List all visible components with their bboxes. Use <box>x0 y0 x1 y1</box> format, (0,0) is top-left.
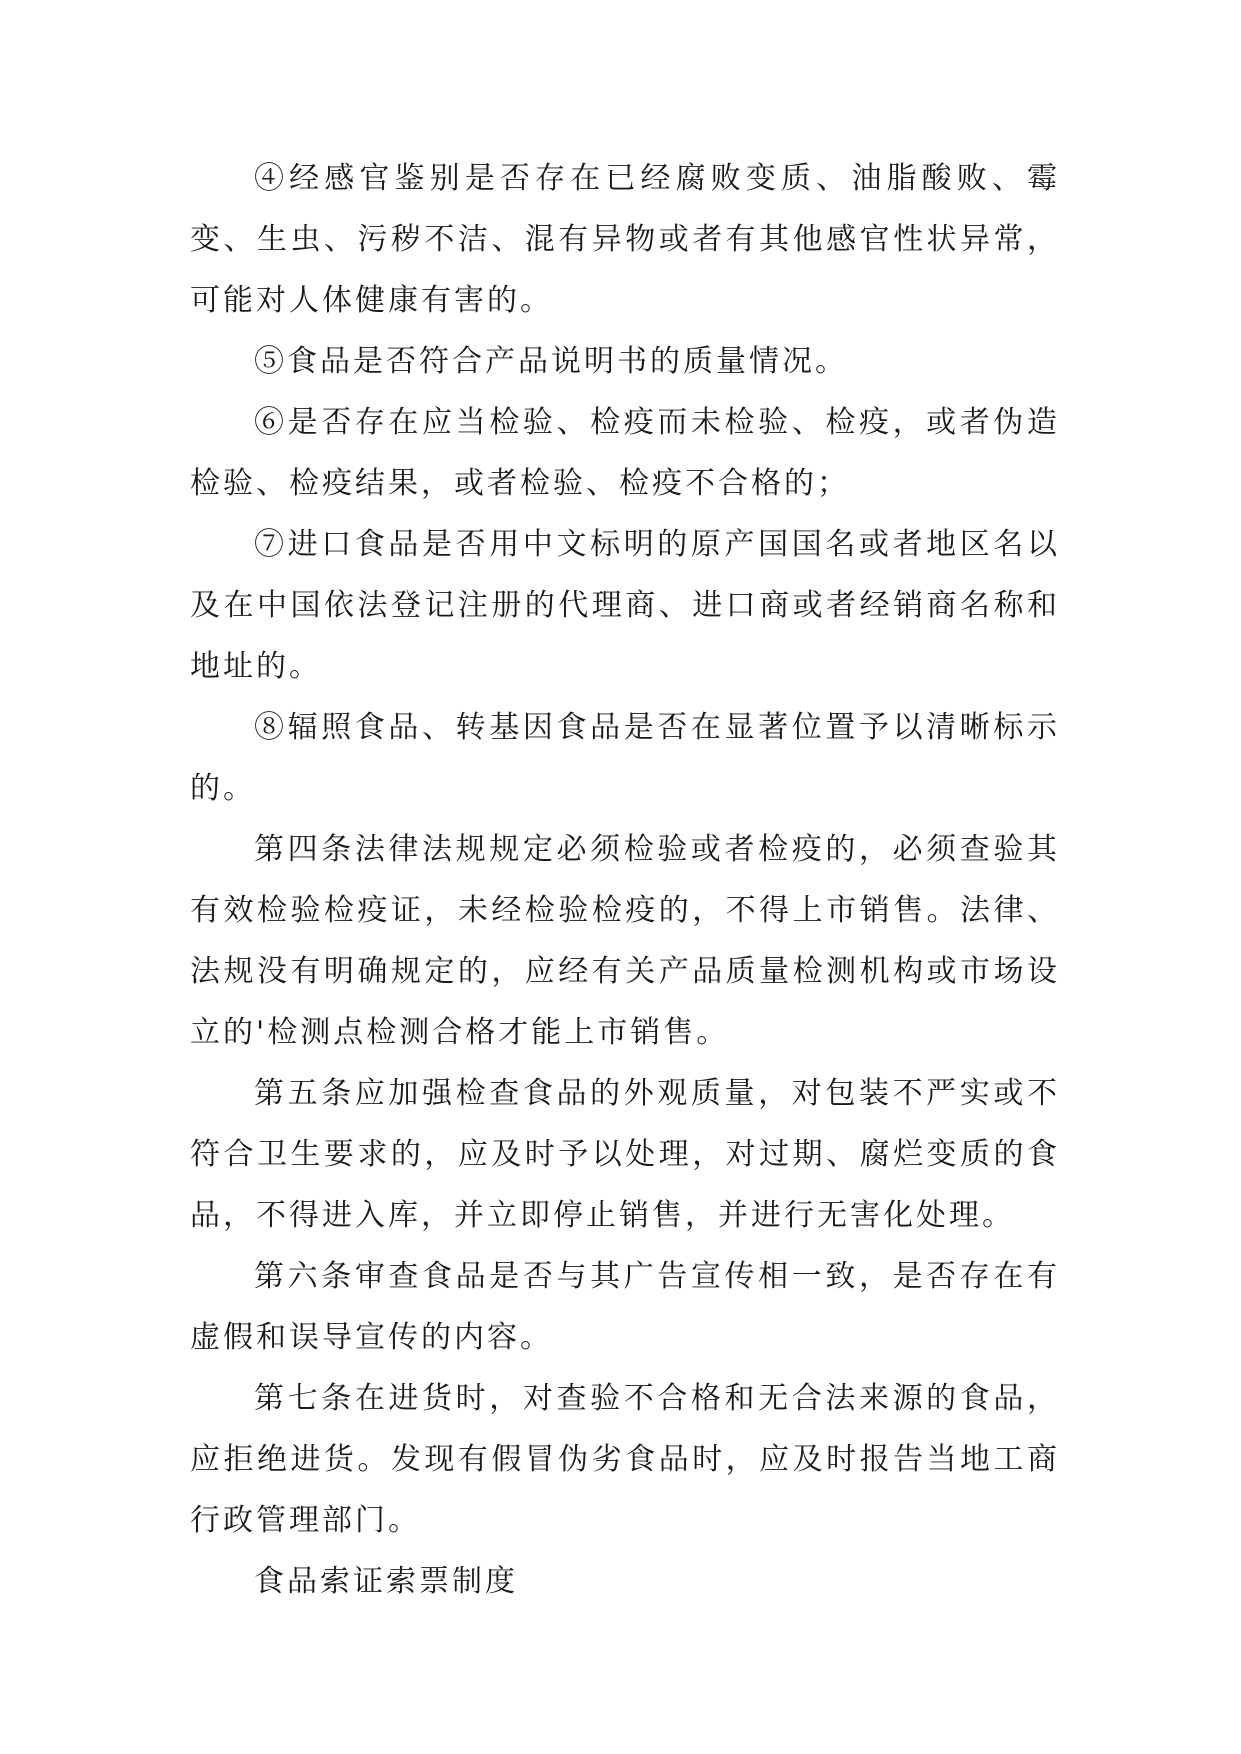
paragraph-item-7-imported-food: ⑦进口食品是否用中文标明的原产国国名或者地区名以及在中国依法登记注册的代理商、进口商或者经销商名称和地址的。 <box>190 527 1060 684</box>
paragraph-item-4-sensory-check: ④经感官鉴别是否存在已经腐败变质、油脂酸败、霉变、生虫、污秽不洁、混有异物或者有其他感官性状异常，可能对人体健康有害的。 <box>190 161 1060 318</box>
section-heading: 食品索证索票制度 <box>254 1564 518 1599</box>
paragraph-item-8-irradiated-gmo: ⑧辐照食品、转基因食品是否在显著位置予以清晰标示的。 <box>190 710 1060 806</box>
document-body <box>190 148 1060 1612</box>
paragraph-item-5-manual-quality: ⑤食品是否符合产品说明书的质量情况。 <box>254 344 848 379</box>
paragraph-article-7: 第七条在进货时，对查验不合格和无合法来源的食品，应拒绝进货。发现有假冒伪劣食品时，应及时报告当地工商行政管理部门。 <box>190 1381 1060 1538</box>
paragraph-item-6-inspection: ⑥是否存在应当检验、检疫而未检验、检疫，或者伪造检验、检疫结果，或者检验、检疫不合格的； <box>190 405 1060 501</box>
paragraph-article-5: 第五条应加强检查食品的外观质量，对包装不严实或不符合卫生要求的，应及时予以处理，对过期、腐烂变质的食品，不得进入库，并立即停止销售，并进行无害化处理。 <box>190 1076 1060 1233</box>
paragraph-article-6: 第六条审查食品是否与其广告宣传相一致，是否存在有虚假和误导宣传的内容。 <box>190 1259 1060 1355</box>
paragraph-article-4: 第四条法律法规规定必须检验或者检疫的，必须查验其有效检验检疫证，未经检验检疫的，不得上市销售。法律、法规没有明确规定的，应经有关产品质量检测机构或市场设立的'检测点检测合格才能上市销售。 <box>190 832 1060 1050</box>
